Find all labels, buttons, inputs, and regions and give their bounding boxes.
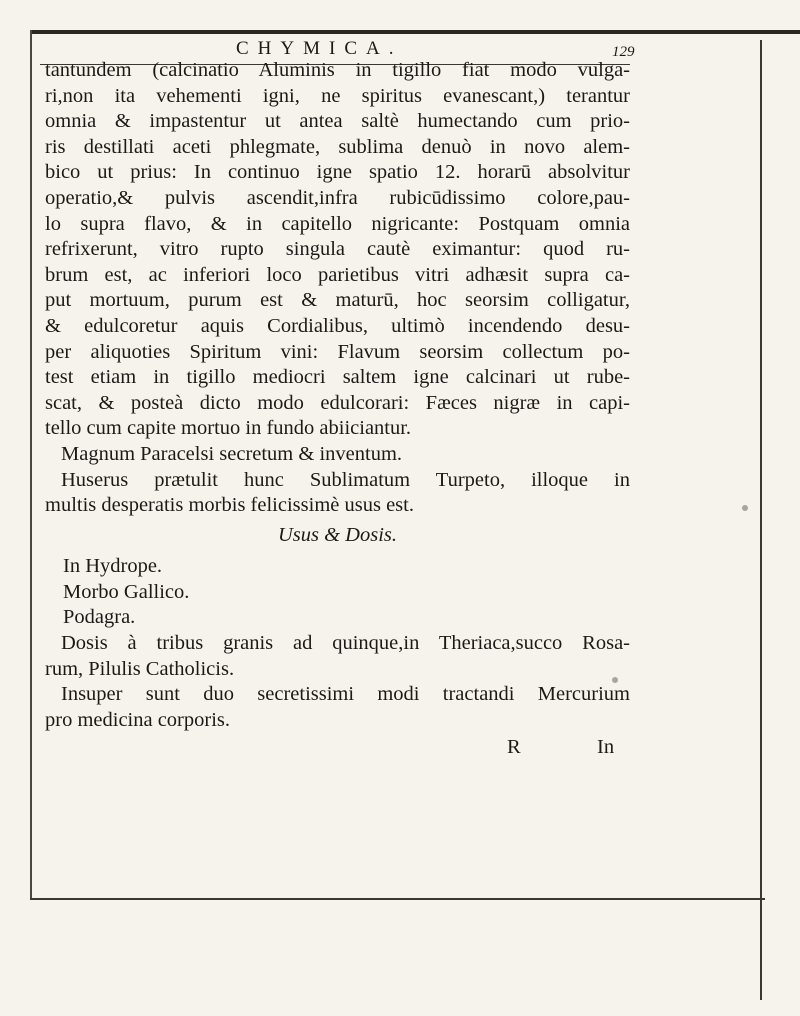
text-line: pro medicina corporis.: [45, 708, 231, 731]
scan-border-bottom: [30, 898, 765, 900]
text-line: scat, & posteà dicto modo edulcorari: Fæces nigræ in capi-: [45, 391, 630, 414]
scan-border-right: [760, 40, 762, 1000]
text-line: & edulcoretur aquis Cordialibus, ultimò incendendo desu-: [45, 314, 630, 337]
use-item: In Hydrope.: [63, 555, 163, 578]
ink-smudge: [612, 677, 618, 683]
scan-border-top: [30, 30, 800, 34]
use-item: Podagra.: [63, 606, 136, 629]
secret-title-line: Magnum Paracelsi secretum & inventum.: [61, 442, 403, 465]
page-footer-line: [45, 735, 630, 761]
dose-line: rum, Pilulis Catholicis.: [45, 657, 235, 680]
catchword: In: [597, 736, 615, 759]
text-line: tantundem (calcinatio Aluminis in tigillo fiat modo vulga-: [45, 59, 630, 81]
text-line: omnia & impastentur ut antea saltè humectando cum prio-: [45, 110, 630, 133]
text-line: Insuper sunt duo secretissimi modi tractandi Mercurium: [61, 683, 630, 706]
text-line: put mortuum, purum est & maturū, hoc seorsim colligatur,: [45, 289, 630, 312]
usus-dosis-heading: Usus & Dosis.: [277, 523, 398, 546]
text-line: lo supra flavo, & in capitello nigricante: Postquam omnia: [45, 212, 630, 235]
text-line: Huserus prætulit hunc Sublimatum Turpeto, illoque in: [61, 468, 630, 491]
body-text: [45, 58, 630, 761]
text-line: operatio,& pulvis ascendit,infra rubicūdissimo colore,pau-: [45, 186, 630, 209]
text-line: test etiam in tigillo mediocri saltem igne calcinari ut rube-: [45, 366, 630, 389]
ink-smudge: [742, 505, 748, 511]
use-item: Morbo Gallico.: [63, 580, 190, 603]
text-line: bico ut prius: In continuo igne spatio 12. horarū absolvitur: [45, 161, 630, 184]
signature-mark: R: [507, 736, 521, 759]
text-line: ris destillati aceti phlegmate, sublima denuò in novo alem-: [45, 135, 630, 158]
page-number: 129: [612, 44, 635, 60]
text-line: brum est, ac inferiori loco parietibus vitri adhæsit supra ca-: [45, 263, 630, 286]
text-line: refrixerunt, vitro rupto singula cautè eximantur: quod ru-: [45, 238, 630, 261]
running-head: CHYMICA.: [236, 38, 403, 59]
text-line: tello cum capite mortuo in fundo abiiciantur.: [45, 417, 412, 440]
scan-border-left: [30, 30, 32, 900]
text-line: per aliquoties Spiritum vini: Flavum seorsim collectum po-: [45, 340, 630, 363]
text-line: multis desperatis morbis felicissimè usus est.: [45, 494, 414, 517]
dose-line: Dosis à tribus granis ad quinque,in Theriaca,succo Rosa-: [61, 632, 630, 655]
text-line: ri,non ita vehementi igni, ne spiritus evanescant,) terantur: [45, 84, 630, 107]
